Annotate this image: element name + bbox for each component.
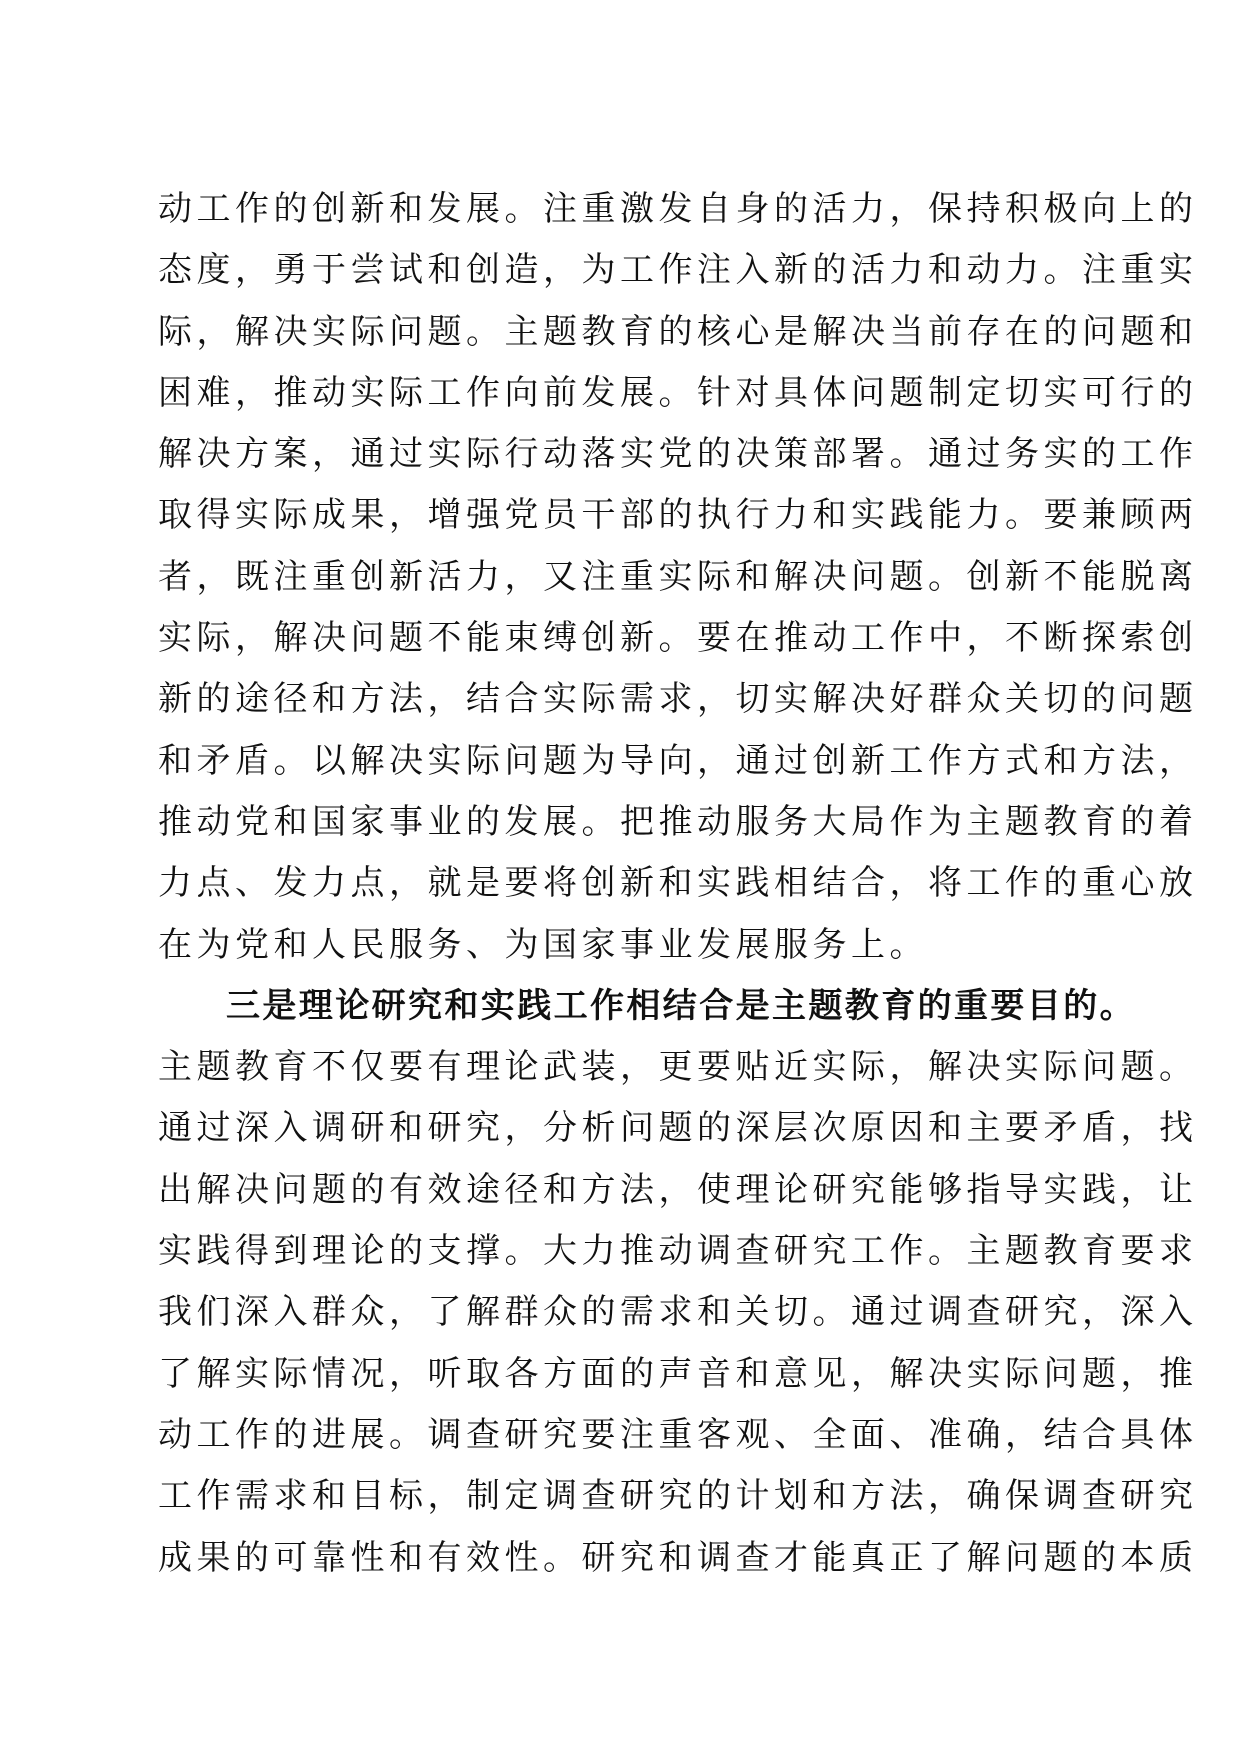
text-line: 我们深入群众，了解群众的需求和关切。通过调查研究，深入 xyxy=(158,1292,1198,1333)
text-line: 工作需求和目标，制定调查研究的计划和方法，确保调查研究 xyxy=(158,1476,1198,1517)
text-line: 实践得到理论的支撑。大力推动调查研究工作。主题教育要求 xyxy=(158,1231,1198,1272)
text-line: 取得实际成果，增强党员干部的执行力和实践能力。要兼顾两 xyxy=(158,495,1198,536)
text-line: 动工作的进展。调查研究要注重客观、全面、准确，结合具体 xyxy=(158,1414,1198,1455)
text-line: 际，解决实际问题。主题教育的核心是解决当前存在的问题和 xyxy=(158,311,1198,352)
text-line: 成果的可靠性和有效性。研究和调查才能真正了解问题的本质 xyxy=(158,1537,1198,1578)
text-line: 实际，解决问题不能束缚创新。要在推动工作中，不断探索创 xyxy=(158,618,1198,659)
document-body xyxy=(158,179,1198,1589)
text-line: 解决方案，通过实际行动落实党的决策部署。通过务实的工作 xyxy=(158,434,1198,475)
text-line: 者，既注重创新活力，又注重实际和解决问题。创新不能脱离 xyxy=(158,556,1198,597)
text-line: 通过深入调研和研究，分析问题的深层次原因和主要矛盾，找 xyxy=(158,1108,1198,1149)
text-line: 主题教育不仅要有理论武装，更要贴近实际，解决实际问题。 xyxy=(158,1047,1198,1088)
section-heading: 三是理论研究和实践工作相结合是主题教育的重要目的。 xyxy=(226,985,1136,1026)
text-line: 出解决问题的有效途径和方法，使理论研究能够指导实践，让 xyxy=(158,1169,1198,1210)
text-line: 和矛盾。以解决实际问题为导向，通过创新工作方式和方法， xyxy=(158,740,1198,781)
text-line: 动工作的创新和发展。注重激发自身的活力，保持积极向上的 xyxy=(158,189,1198,229)
text-line: 困难，推动实际工作向前发展。针对具体问题制定切实可行的 xyxy=(158,372,1198,413)
text-line: 了解实际情况，听取各方面的声音和意见，解决实际问题，推 xyxy=(158,1353,1198,1394)
text-line: 力点、发力点，就是要将创新和实践相结合，将工作的重心放 xyxy=(158,863,1198,904)
text-line: 态度，勇于尝试和创造，为工作注入新的活力和动力。注重实 xyxy=(158,250,1198,291)
text-line: 在为党和人民服务、为国家事业发展服务上。 xyxy=(158,924,928,965)
text-line: 推动党和国家事业的发展。把推动服务大局作为主题教育的着 xyxy=(158,801,1198,842)
text-line: 新的途径和方法，结合实际需求，切实解决好群众关切的问题 xyxy=(158,679,1198,720)
